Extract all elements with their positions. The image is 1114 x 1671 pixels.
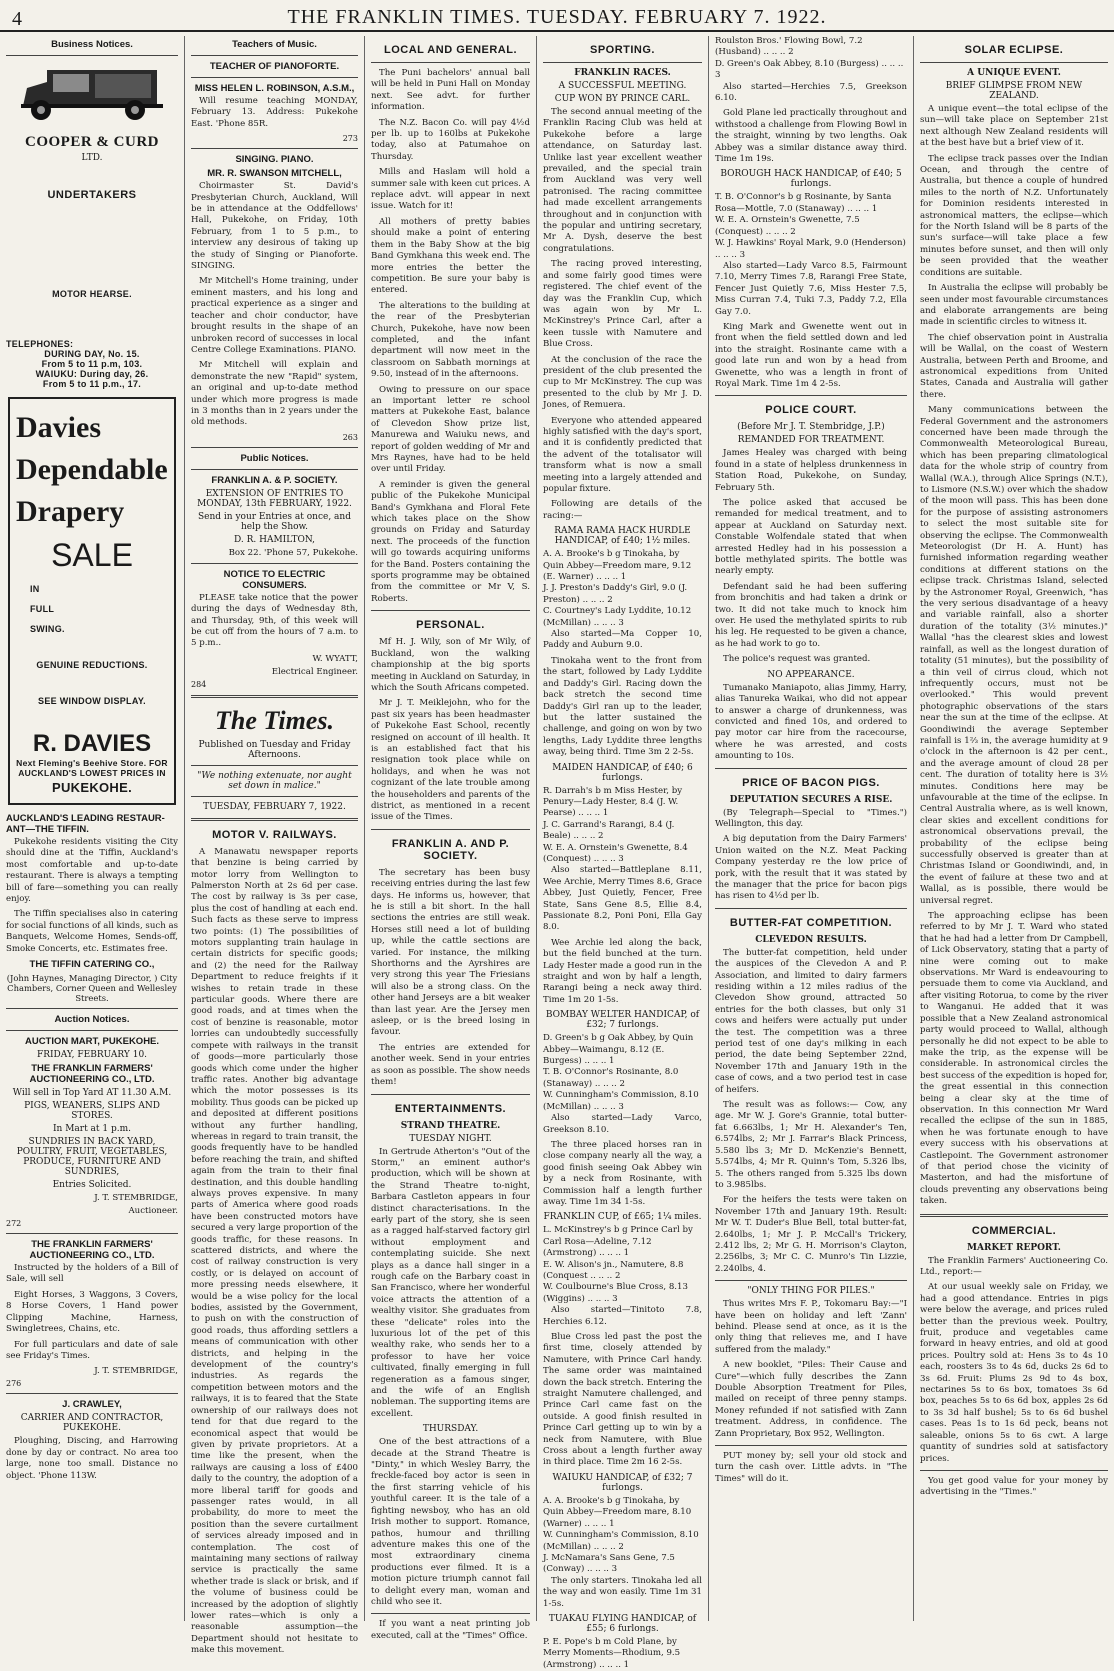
divider: [191, 469, 358, 470]
ap-society-para-2: The entries are extended for another week. Send in your entries as soon as possible. The show needs them!: [371, 1042, 530, 1088]
race-2-report: Wee Archie led along the back, but the field bunched at the turn. Lady Hester made a good run in the straight and won by half a length, Rarangi being a neck away third. Time 1m 20 1-5s.: [543, 937, 702, 1005]
divider: [715, 768, 907, 769]
race-2-second: J. C. Garrand's Rarangi, 8.4 (J. Beale) .. .. .. 2: [543, 819, 675, 842]
business-notices-heading: Business Notices.: [51, 39, 133, 50]
farmers-company: THE FRANKLIN FARMERS' AUCTIONEERING CO., LTD.: [29, 1063, 155, 1086]
divider: [920, 1470, 1108, 1471]
robinson-text: Will resume teaching MONDAY, February 13. Address: Pukekohe East. 'Phone 85R.: [191, 96, 358, 129]
race-4-second: E. W. Alison's jn., Namutere, 8.8 (Conquest .. .. .. 2: [543, 1259, 684, 1281]
butterfat-para-3: For the heifers the tests were taken on November 17th and January 19th. Result: Mr W. T. Duder's Blue Bell, total butter-fat, 2.640lbs, 1; Mr J. P. McCall's Trickery, 2.412 lbs, 2; Mr G. H. Morrison's Clayton, 2.256lbs, 3; Mr C. C. Munro's Tin Lizzie, 2.240lbs, 4.: [715, 1195, 907, 1274]
race-2-title: MAIDEN HANDICAP, of £40; 6 furlongs.: [552, 762, 693, 783]
races-para-4: Everyone who attended appeared highly satisfied with the day's sport, and it is confidently predicted that the advent of the totalisator will transform what is now a small meeting into a largely attended and popular fixture.: [543, 415, 702, 494]
page-number: 4: [12, 8, 22, 30]
race-4-third: W. Coulbourne's Blue Cross, 8.13 (Wiggins) .. .. .. 3: [543, 1282, 688, 1304]
police-para-2: The police asked that accused be remanded for medical treatment, and to appear at Auckland on Saturday next. Constable Wolfendale stated that when arrested Hedley had in his possession a bottle methylated spirits. The bottle was nearly empty.: [715, 498, 907, 577]
solar-eclipse-heading: SOLAR ECLIPSE.: [964, 44, 1064, 56]
race-5-second: W. Cunningham's Commission, 8.10 (McMillan) .. .. .. 2: [543, 1530, 699, 1552]
davies-swing: SWING.: [30, 624, 65, 634]
column-sporting: [537, 36, 709, 1670]
race-6-report: Gold Plane led practically throughout and withstood a challenge from Flowing Bowl in the straight, winning by two lengths. Oak Abbey was a similar distance away third. Time 1m 19s.: [715, 108, 908, 165]
market-report-subheading: MARKET REPORT.: [967, 1242, 1061, 1253]
market-para-2: At our usual weekly sale on Friday, we had a good attendance. Entries in pigs were below the average, and prices ruled better than the previous week. Poultry, fruit, produce and vegetables came forward in heavy entries, and old at good prices. Poultry sold at: Hens 3s to 4s 10 each, roosters 3s to 4s 6d, ducks 2s 6d to 3s 6d. Fruit: Plums 2s 9d to 4s box, nectarines 5s to 6s box, tomatoes 3s 6d box, peaches 5s to 6s 6d box, apples 2s 6d to 3s 3d half bushel; 5s to 6s 6d bushel cases. Peas 1s to 1s 6d peck, beans not saleable, onions 5s to 6s cwt. A large quantity of sundries sold at satisfactory prices.: [920, 1282, 1108, 1464]
local-item-1: The Puni bachelors' annual ball will be held in Puni Hall on Monday next. See advt. for further information.: [371, 68, 530, 113]
divider: [543, 62, 702, 63]
rdavies-name: R. DAVIES: [32, 730, 152, 757]
undertakers-label: UNDERTAKERS: [47, 189, 137, 201]
divider: [371, 829, 530, 830]
column-business-notices: [0, 36, 185, 1621]
column-local-general: [365, 36, 537, 1641]
notice-number-263: 263: [342, 432, 358, 442]
notice-number-276: 276: [6, 1379, 22, 1389]
divider: [715, 395, 907, 396]
ap-society-heading: FRANKLIN A. AND P. SOCIETY.: [391, 837, 510, 862]
race-3-title: BOMBAY WELTER HANDICAP, of £32; 7 furlongs.: [545, 1010, 700, 1031]
local-item-6: Owing to pressure on our space an important letter re school matters at Pukekohe East, balance of Clevedon Show prize list, Manurewa and Waiuku news, and report of golden wedding of Mr and Mrs Raynes, have had to be held over until Friday.: [371, 384, 530, 475]
davies-window-display: SEE WINDOW DISPLAY.: [38, 696, 146, 706]
race-1-report: Tinokaha went to the front from the start, followed by Lady Lyddite and Daddy's Girl. Racing down the back stretch the second time Daddy's Girl ran up to the leader, but the latter sustained the challenge, and going on won by two lengths, Lady Lyddite three lengths away, being third. Time 3m 2 2-5s.: [543, 655, 702, 758]
race-1-third: C. Courtney's Lady Lyddite, 10.12 (McMillan) .. .. .. 3: [543, 606, 692, 628]
race-1-second: J. J. Preston's Daddy's Girl, 9.0 (J. Preston) .. .. .. 2: [543, 583, 688, 605]
race-6-title: TUAKAU FLYING HANDICAP, of £55; 6 furlongs.: [548, 1613, 697, 1634]
divider: [715, 1445, 907, 1446]
races-para-3: At the conclusion of the race the president of the club presented the cup to Mr McKinstrey. The cup was presented to the club by Mr J. D. Jones, of Remuera.: [543, 354, 702, 411]
notice-number-272: 272: [6, 1219, 22, 1229]
phone-day: DURING DAY, No. 15.: [44, 349, 140, 359]
rdavies-subline: Next Fleming's Beehive Store. FOR AUCKLAND'S LOWEST PRICES IN: [16, 758, 168, 778]
tiffin-paragraph-2: The Tiffin specialises also in catering for social functions of all kinds, such as Banquets, Welcome Homes, Sends-off, Smoke Concerts, etc. Estimates free.: [6, 909, 178, 954]
ap-society-para-1: The secretary has been busy receiving entries during the last few days. He informs us, however, that he is still a bit short. In the hall sections the entries are still weak. Horses still need a lot of building up, while the cattle sections are varied. For instance, the milking Shorthorns and the Ayrshires are very strong this year The Friesians will also be a strong class. On the other hand Jerseys are a bit weaker than last year. Are the Jersey men asleep, or is the breed losing in favour.: [371, 867, 530, 1038]
cooper-curd-name: COOPER & CURD: [25, 134, 159, 150]
piles-para-2: A new booklet, "Piles: Their Cause and Cure"—which fully describes the Zann Double Absorption Treatment for Piles, mailed on receipt of three penny stamps. Money refunded if not satisfied with Zann treatment. Address, in confidence. The Zann Proprietary, Box 952, Wellington.: [715, 1360, 907, 1439]
race-3-also-started: Also started—Lady Varco, Greekson 8.10.: [543, 1113, 702, 1135]
divider: [191, 447, 358, 448]
race-6-also-started: Also started—Herchies 7.5, Greekson 6.10.: [715, 81, 907, 104]
race-5-first: A. A. Brooke's b g Tinokaha, by Quin Abbey—Freedom mare, 8.10 (Warner) .. .. .. 1: [543, 1495, 692, 1529]
mitchell-paragraph-1: Choirmaster St. David's Presbyterian Church, Auckland, Will be in attendance at the Oddfellows' Hall, Pukekohe, on Friday, 10th February, from 1 to 5 p.m., to interview any desirous of taking up the study of Singing or Pianoforte. SINGING.: [191, 181, 358, 272]
police-para-4: The police's request was granted.: [723, 654, 871, 665]
pigs-line: PIGS, WEANERS, SLIPS AND STORES.: [24, 1101, 160, 1122]
divider: [191, 77, 358, 78]
divider: [191, 818, 358, 821]
singing-piano-label: SINGING. PIANO.: [235, 154, 314, 166]
printing-advert: If you want a neat printing job executed, call at the "Times" Office.: [371, 1619, 530, 1641]
music-teachers-heading: Teachers of Music.: [232, 39, 317, 50]
ap-society-title: FRANKLIN A. & P. SOCIETY.: [211, 474, 338, 486]
tiffin-paragraph-1: Pukekohe residents visiting the City should dine at the Tiffin, Auckland's most comfortable and up-to-date restaurant. There is always a tempting bill of fare—something you can really enjoy.: [6, 837, 178, 905]
successful-meeting: A SUCCESSFUL MEETING.: [558, 81, 687, 91]
will-sell-line: Will sell in Top Yard AT 11.30 A.M.: [12, 1088, 172, 1099]
deputation-subheading: DEPUTATION SECURES A RISE.: [729, 794, 893, 805]
entertainments-heading: ENTERTAINMENTS.: [394, 1102, 507, 1115]
race-3-first: D. Green's b g Oak Abbey, by Quin Abbey—Waimangu, 8.12 (E. Burgess) .. .. .. 1: [543, 1033, 694, 1067]
tuesday-night-label: TUESDAY NIGHT.: [409, 1133, 492, 1144]
hearse-truck-illustration: [17, 62, 167, 124]
personal-item-2: Mr J. T. Meiklejohn, who for the past six years has been headmaster of Pukekohe East School, recently resigned on account of ill health. It is an established fact that his resignation took place while on holidays, and when he was not cognizant of the late trouble among the householders and parents of the district, as mentioned in a recent issue of the Times.: [371, 698, 530, 823]
personal-heading: PERSONAL.: [416, 619, 485, 632]
borough-also-started: Also started—Lady Varco 8.5, Fairmount 7.10, Merry Times 7.8, Rarangi Free State, Fencer Just Quietly 7.6, Miss Hester 7.5, Miss Curran 7.4, Tuki 7.3, Paddy 7.2, Ella Gay 7.0.: [715, 260, 907, 317]
bacon-para-2: A big deputation from the Dairy Farmers' Union waited on the N.Z. Meat Packing Company yesterday re the low price of pork, with the result that it was stated by the manager that the price for bacon pigs has risen to 4½d per lb.: [715, 834, 907, 902]
race-6-first: P. E. Pope's b m Cold Plane, by Merry Moments—Rhodium, 9.5 (Armstrong) .. .. .. 1: [543, 1636, 681, 1670]
mitchell-paragraph-3: Mr Mitchell will explain and demonstrate the new "Rapid" system, an original and up-to-date method under which more progress is made in 3 months than in 2 years under the old methods.: [191, 360, 358, 428]
races-para-1: The second annual meeting of the Franklin Racing Club was held at Pukekohe before a large attendance, on Saturday last. Unlike last year excellent weather prevailed, and the special train from Auckland was very well patronised. The racing committee had made excellent arrangements throughout and in conjunction with the popular and untiring secretary, Mr A. Dysh, deserve the best congratulations.: [543, 107, 702, 254]
borough-third: W. J. Hawkins' Royal Mark, 9.0 (Henderson) .. .. .. 3: [715, 238, 906, 260]
crawley-occupation: CARRIER AND CONTRACTOR, PUKEKOHE.: [20, 1413, 164, 1434]
race-5-title: WAIUKU HANDICAP, of £32; 7 furlongs.: [552, 1472, 693, 1493]
race-4-title: FRANKLIN CUP, of £65; 1¼ miles.: [543, 1212, 702, 1223]
butterfat-para-1: The butter-fat competition, held under the auspices of the Clevedon A and P. Association, and limited to dairy farmers residing within a 12 miles radius of the Clevedon Show ground, attracted 50 entries for the both classes, but only 31 cows and heifers were actually put under the test. The competition was a three period test of one day's milking in each period, the date being September 22nd, November 17th and January 19th in the case of cows, and a two period test in case of heifers.: [715, 947, 907, 1095]
electric-notice-heading: NOTICE TO ELECTRIC CONSUMERS.: [223, 568, 326, 591]
divider: [191, 796, 358, 797]
race-2-also-started: Also started—Battleplane 8.11, Wee Archie, Merry Times 8.6, Grace Abbey, Just Quietly, Fencer, Free State, Sans Gene 8.5, Ellie 8.4, Passionate 8.2, Poni Poni, Ella Gay 8.0.: [543, 865, 702, 933]
bill-of-sale-text: Instructed by the holders of a Bill of Sale, will sell: [6, 1263, 178, 1285]
piles-heading: "ONLY THING FOR PILES.": [747, 1286, 875, 1297]
sporting-heading: SPORTING.: [589, 44, 655, 56]
races-para-2: The racing proved interesting, and some fairly good times were registered. The chief event of the day was the Franklin Cup, which was again won by Mr L. McKinstrey's Prince Carl, after a keen tussle with Namutere and Blue Cross.: [543, 259, 702, 350]
local-item-7: A reminder is given the general public of the Pukekohe Municipal Band's Gymkhana and Floral Fete which takes place on the Show grounds on Friday and Saturday next. The proceeds of the function will go towards acquiring uniforms for the Band. Posters containing the sports programme may be obtained from the committee or Mr V, S. Roberts.: [371, 479, 530, 604]
in-mart-line: In Mart at 1 p.m.: [52, 1124, 132, 1135]
tiffin-company: THE TIFFIN CATERING CO.,: [29, 959, 155, 971]
mitchell-paragraph-2: Mr Mitchell's Home training, under eminent masters, and his long and practical experience as a singer and teacher and choir conductor, have brought results in the shape of an unbroken record of successes in local Centre College Examinations. PIANO.: [191, 276, 358, 355]
column-music-public-notices: [185, 36, 365, 1656]
strand-theatre-heading: STRAND THEATRE.: [400, 1120, 501, 1131]
personal-item-1: Mf H. J. Wily, son of Mr Wily, of Buckland, won the walking championship at the big sports meeting in Auckland on Saturday, in which the South Africans competed.: [371, 637, 530, 693]
race-5-third: J. McNamara's Sans Gene, 7.5 (Conway) .. .. .. 3: [543, 1552, 675, 1575]
eclipse-para-4: The chief observation point in Australia will be Wallal, on the coast of Western Australia, between Perth and Broome, and astronomical expeditions from United States, Canada and Australia will gather there.: [920, 332, 1108, 400]
unique-event-subheading: A UNIQUE EVENT.: [967, 68, 1061, 78]
public-notices-heading: Public Notices.: [240, 452, 309, 464]
auction-notices-heading: Auction Notices.: [54, 1014, 130, 1026]
eclipse-para-2: The eclipse track passes over the Indian Ocean, and through the centre of Australia, but thence a couple of hundred miles to the north of N.Z. Unfortunately for Dominion residents interested in astronomical matters, the eclipse—which for the North Island will be 8 parts of the sun's surface—will take place a few minutes before sunset, and then will only be seen provided that the weather conditions are suitable.: [920, 153, 1108, 278]
divider: [371, 62, 530, 63]
tiffin-heading: AUCKLAND'S LEADING RESTAUR-ANT—THE TIFFIN.: [6, 813, 165, 835]
race-3-third: W. Cunningham's Commission, 8.10 (McMillan) .. .. .. 3: [543, 1090, 699, 1112]
davies-in: IN: [30, 584, 40, 594]
divider: [6, 55, 178, 56]
pianoforte-heading: TEACHER OF PIANOFORTE.: [209, 61, 340, 72]
police-para-5: Tumanako Maniapoto, alias Jimmy, Harry, alias Tanureka Waikai, who did not appear to answer a charge of drunkenness, was convicted and fined 10s, and ordered to pay motor car hire from the racecourse, where he was arrested, and costs amounting to 10s.: [715, 682, 907, 762]
issue-dateline: TUESDAY, FEBRUARY 7, 1922.: [203, 801, 346, 812]
police-para-1: James Healey was charged with being found in a state of helpless drunkenness in Station Road, Pukekohe, on Sunday, February 5th.: [715, 448, 907, 493]
eclipse-para-3: In Australia the eclipse will probably be seen under most favourable circumstances and elaborate arrangements are being made in scientific circles to witness it.: [920, 283, 1108, 328]
davies-line-1: Davies: [16, 411, 101, 444]
divider: [6, 1008, 178, 1009]
wyatt-title: Electrical Engineer.: [271, 666, 358, 677]
wyatt-name: W. WYATT,: [312, 653, 358, 664]
auctioneer-label: Auctioneer.: [128, 1206, 178, 1217]
race-1-title: RAMA RAMA HACK HURDLE HANDICAP, of £40; 1½ miles.: [554, 526, 691, 547]
race-3-report: The three placed horses ran in close company nearly all the way, a good finish seeing Oak Abbey win by a neck from Rosinante, with Commission half a length further away. Time 1m 34 1-5s.: [543, 1139, 702, 1207]
local-item-3: Mills and Haslam will hold a summer sale with keen cut prices. A replace advt. will appear in next issue. Watch for it!: [371, 167, 530, 212]
divider: [191, 695, 358, 698]
motor-hearse-label: MOTOR HEARSE.: [52, 289, 132, 299]
stembridge-signature-2: J. T. STEMBRIDGE,: [94, 1366, 178, 1377]
put-money-advert: PUT money by; sell your old stock and turn the cash over. Little advts. in "The Times" will do it.: [715, 1451, 907, 1484]
sundries-line: SUNDRIES IN BACK YARD, POULTRY, FRUIT, VEGETABLES, PRODUCE, FURNITURE AND SUNDRIES,: [16, 1137, 168, 1178]
notice-number-284: 284: [191, 679, 207, 689]
newspaper-title: THE FRANKLIN TIMES. TUESDAY. FEBRUARY 7. 1922.: [287, 6, 827, 28]
column-solar-eclipse: [914, 36, 1114, 1621]
cup-winner-line: CUP WON BY PRINCE CARL.: [554, 94, 691, 104]
davies-full: FULL: [30, 604, 55, 614]
crawley-services: Ploughing, Discing, and Harrowing done by day or contract. No area too large, none too small. Distance no object. 'Phone 113W.: [6, 1436, 178, 1481]
send-entries-text: Send in your Entries at once, and help the Show.: [198, 511, 351, 532]
borough-hack-title: BOROUGH HACK HANDICAP, of £40; 5 furlongs.: [720, 169, 902, 190]
newspaper-motto: "We nothing extenuate, nor aught set down in malice.": [197, 770, 352, 791]
horses-list: Eight Horses, 3 Waggons, 3 Covers, 8 Horse Covers, 1 Hand power Clipping Machine, Harness, Swingletrees, Chains, etc.: [6, 1289, 178, 1335]
eclipse-para-5: Many communications between the Federal Government and the astronomers concerned have been made through the Commonwealth Meteorological Bureau, which has been preparing climatological data for the whole strip of country from Wallal (W.A.), through Alice Springs (N.T.), to Lismore (N.S.W.) over which the shadow of the moon will pass. This has been done for the purpose of assisting astronomers to select the most suitable site for observing the eclipse. The Commonwealth Meteorologist (Dr H. A. Hunt) has furnished information regarding weather conditions at different stations on the eclipse track. Christmas Island, selected by the Astronomer Royal, Greenwich, "has the very serious disadvantage of a heavy and variable rainfall, also a shorter duration of the totality (3½ minutes.)" Wallal "has the clearest skies and lowest rainfall, as well as the longest duration of totality (51 minutes), but the possibility of a thin veil of cirrus cloud, which not infrequently occurs, must not be overlooked." This would prevent photographic observations of the stars near the sun at the time of the eclipse. At Goondiwindi the average September rainfall is 1⅔ in, the average humidity at 9 o'clock in the afternoon is 42 per cent., and the average amount of cloud 28 per cent. The duration of totality here is 3½ minutes. Conditions here may be unfavourable at the time of the eclipse. In Central Australia where, as is well known, clear skies and excellent conditions for astronomical observations prevail, the probability of the eclipse being successfully observed is greater than at Christmas Island or Goondiwindi, and, in the event of failure at these two and at Wallal, as is possible, there would be universal regret.: [920, 405, 1108, 906]
butterfat-para-2: The result was as follows:— Cow, any age. Mr W. J. Gore's Grannie, total butter-fat 6.663lbs, 1; Mr H. Alexander's Ten, 6.574lbs, 2; Mr J. Farrar's Black Princess, 5.580 lbs 3; Mr D. McKenzie's Bennett, 5.574lbs, 4; Mr R. Quinn's Tom, 5.326 lbs, 5. The others ranged from 5.325 lbs down to 3.985lbs.: [715, 1100, 907, 1190]
divider: [191, 765, 358, 766]
race-1-first: A. A. Brooke's b g Tinokaha, by Quin Abbey—Freedom mare, 9.12 (E. Warner) .. .. .. 1: [543, 549, 692, 583]
divider: [920, 62, 1108, 63]
crawley-name: J. CRAWLEY,: [62, 1399, 122, 1411]
motor-railways-article: A Manawatu newspaper reports that benzine is being carried by motor lorry from Wellington to Palmerston North at 2s 6d per case. The cost by railway is 3s per case, plus the cost of handling at each end. Such facts as these serve to impress two points: (1) The possibilities of motors supplanting train haulage in certain districts for specific goods; and (2) the need for the Railway Department to reduce freights if it wishes to retain trade in these particular goods. Where there are good roads, and at times when the cost of benzine is reasonable, motor lorries can undoubtedly successfully compete with railways in the transit of goods—more particularly those goods which come under the higher traffic rates. Another big advantage which the motor possesses is its mobility. Thus goods can be picked up and deposited at different positions without any further handling, whereas in regard to train transit, the goods frequently have to be handled before reaching the train, and shifted again from the train to their final destination, and this double handling always proves expensive. In many parts of America where good roads have been constructed motors have secured a very large proportion of the goods traffic, for these reasons. In scattered districts, and where the cost of railway construction is very costly, or is delayed on account of more pressing needs elsewhere, it would be a wise policy for the local bodies, assisted by the Government, to push on with the construction of good roads, thus affording settlers a means of communication with other districts, and helping in the development of the country's industries. As regards the competition between motors and the railways, it is to feared that the State ownership of our railways does not tend for that due regard to the economical aspect that would be given by private proprietors. At a time like the present, when the railways are causing a loss of £400 daily to the country, the adoption of a more liberal tariff for goods and passenger rates would, in all probability, do more to meet the position than the severe curtailment of services already imposed and in contemplation. The cost of maintaining many sections of railway service is practically the same whether trade is slack or brisk, and if the volume of business could be increased by the adoption of slightly lower rates—which is only a reasonable assumption—the Department should not hesitate to make this movement.: [191, 846, 358, 1656]
published-line: Published on Tuesday and Friday Afternoons.: [198, 739, 351, 760]
local-item-2: The N.Z. Bacon Co. will pay 4½d per lb. up to 160lbs at Pukekohe today, also at Patumahoe on Thursday.: [371, 117, 530, 162]
davies-reductions: GENUINE REDUCTIONS.: [36, 660, 148, 670]
entries-solicited: Entries Solicited.: [52, 1180, 132, 1191]
eclipse-para-1: A unique event—the total eclipse of the sun—will take place on September 21st next although New Zealand residents will at the best have but a brief view of it.: [920, 104, 1108, 149]
davies-line-3: Drapery: [16, 495, 125, 528]
notice-number-273: 273: [342, 134, 358, 144]
police-court-heading: POLICE COURT.: [765, 404, 857, 417]
phone-evening: From 5 to 11 p.m, 103.: [41, 359, 143, 369]
market-para-1: The Franklin Farmers' Auctioneering Co. Ltd., report:—: [920, 1255, 1108, 1277]
farmers-company-2: THE FRANKLIN FARMERS' AUCTIONEERING CO., LTD.: [29, 1239, 155, 1262]
no-appearance-heading: NO APPEARANCE.: [767, 669, 855, 680]
eclipse-para-6: The approaching eclipse has been referred to by Mr J. T. Ward who stated that he had had a letter from Dr Campbell, of Lick Observatory, stating that a party of nine were coming out to make observations. Mr Ward is endeavouring to persuade them to come via Auckland, and after visiting Rotorua, to come by the river to Wanganui. He added that it was possible that a New Zealand astronomical party would proceed to Wallal, although personally he did not expect to be able to make the trip, as the expense will be considerable. In astronomical circles the best success of the expedition is hoped for, the great essential in this connection being a clear sky at the time of observation. In this connection Mr Ward recalled the eclipse of the sun in 1885, when he was fortunate enough to have every success with his observations at Castlepoint. The Government astronomer of that period chose the vicinity of Masterton, and had the misfortune of clouds preventing any observations being taken.: [920, 911, 1108, 1207]
divider: [6, 1030, 178, 1031]
borough-report: King Mark and Gwenette went out in front when the field settled down and led into the straight. Rosinante came with a good late run and won by a head from Gwenette, who was a length in front of Royal Mark. Time 1m 4 2-5s.: [715, 321, 907, 389]
local-item-5: The alterations to the building at the rear of the Presbyterian Church, Pukekohe, have now been completed, and the infant department will now meet in the classroom on Sabbath mornings at 9.50, instead of in the afternoons.: [371, 300, 530, 380]
particulars-text: For full particulars and date of sale see Friday's Times.: [6, 1339, 178, 1361]
extension-text: EXTENSION OF ENTRIES TO MONDAY, 13th FEBRUARY, 1922.: [197, 488, 352, 509]
borough-second: W. E. A. Ornstein's Gwenette, 7.5 (Conquest) .. .. .. 2: [715, 215, 860, 237]
clevedon-results: CLEVEDON RESULTS.: [755, 934, 867, 945]
race-2-third: W. E. A. Ornstein's Gwenette, 8.4 (Conquest) .. .. .. 3: [543, 842, 688, 864]
tiffin-address: (John Haynes, Managing Director, ) City Chambers, Corner Queen and Wellesley Streets.: [6, 973, 178, 1004]
race-3-second: T. B. O'Connor's Rosinante, 8.0 (Stanaway) .. .. .. 2: [543, 1067, 679, 1089]
divider: [6, 1393, 178, 1394]
race-6-second: Roulston Bros.' Flowing Bowl, 7.2 (Husband) .. .. .. 2: [715, 36, 863, 58]
divider: [715, 908, 907, 909]
race-4-also-started: Also started—Tinitoto 7.8, Herchies 6.12.: [543, 1305, 702, 1327]
hamilton-name: D. R. HAMILTON,: [233, 534, 316, 545]
robinson-name: MISS HELEN L. ROBINSON, A.S.M.,: [194, 83, 355, 94]
stembridge-signature: J. T. STEMBRIDGE,: [94, 1193, 178, 1204]
commercial-heading: COMMERCIAL.: [971, 1224, 1057, 1237]
divider: [371, 1613, 530, 1614]
borough-first: T. B. O'Connor's b g Rosinante, by Santa Rosa—Mottle, 7.0 (Stanaway) .. .. .. 1: [715, 192, 892, 214]
waiuku-phone-day: WAIUKU: During day, 26.: [35, 369, 149, 379]
franklin-races-heading: FRANKLIN RACES.: [574, 68, 671, 78]
mitchell-name: MR. R. SWANSON MITCHELL,: [207, 168, 342, 180]
races-para-5: Following are details of the racing:—: [543, 499, 702, 521]
hamilton-box: Box 22. 'Phone 57, Pukekohe.: [228, 547, 358, 558]
waiuku-phone-evening: From 5 to 11 p.m., 17.: [42, 379, 142, 389]
divider: [191, 148, 358, 149]
divider: [920, 1214, 1108, 1217]
divider: [371, 610, 530, 611]
electric-notice-text: PLEASE take notice that the power during the days of Wednesday 8th, and Thursday, 9th, of this week will be cut off from the hours of 7 a.m. to 5 p.m..: [191, 592, 358, 649]
motor-railways-heading: MOTOR V. RAILWAYS.: [212, 828, 337, 841]
auction-mart-title: AUCTION MART, PUKEKOHE.: [24, 1036, 160, 1048]
davies-sale: SALE: [51, 537, 133, 573]
strand-tuesday-review: In Gertrude Atherton's "Out of the Storm," an eminent author's production, which will be shown at the Strand Theatre to-night, Barbara Castleton appears in four distinct characterisations. In the early part of the story, she is seen as a ragged half-starved factory girl without employment and contemplating suicide. She next plays as a dance hall singer in a rough cafe on the Barbary coast in San Francisco, where her wonderful voice attracts the attention of a wealthy visitor. She graduates from these "delicate" roles into the luxurious lot of the pet of this wealthy rake, who sends her to a professor to have her voice cultivated, finally emerging in full regeneration as a famous singer, and the wife of an English nobleman. The supporting items are excellent.: [371, 1146, 531, 1419]
race-2-first: R. Darrah's b m Miss Hester, by Penury—Lady Hester, 8.4 (J. W. Pearse) .. .. .. 1: [543, 785, 683, 819]
race-5-report: The only starters. Tinokaha led all the way and won easily. Time 1m 31 1-5s.: [543, 1575, 702, 1609]
auction-date: FRIDAY, FEBRUARY 10.: [36, 1050, 148, 1061]
brief-glimpse-line: BRIEF GLIMPSE FROM NEW ZEALAND.: [945, 81, 1083, 101]
remanded-heading: REMANDED FOR TREATMENT.: [737, 435, 885, 446]
local-general-heading: LOCAL AND GENERAL.: [383, 44, 518, 56]
local-item-4: All mothers of pretty babies should make a point of entering them in the Baby Show at the big Band Gymkhana this week end. The more entries the better the competition. Be sure your baby is entered.: [371, 216, 530, 296]
davies-drapery-advert: [8, 397, 176, 805]
bacon-pigs-heading: PRICE OF BACON PIGS.: [742, 776, 880, 789]
strand-thursday-review: One of the best attractions of a decade at the Strand Theatre is "Dinty," in which Wesley Barry, the freckle-faced boy actor is seen in the first starring vehicle of his youthful career. It is the tale of a fighting newsboy, who has an old Irish mother to support. Romance, pathos, humour and thrilling adventure makes this one of the most extraordinary cinema productions ever filmed. It is a motion picture triumph cannot fail to delight every man, woman and child who see it.: [371, 1437, 530, 1607]
advertising-value-line: You get good value for your money by advertising in the "Times.": [920, 1475, 1108, 1498]
butterfat-heading: BUTTER-FAT COMPETITION.: [729, 916, 893, 929]
piles-para-1: Thus writes Mrs F. P., Tokomaru Bay:—"I have been on holiday and left 'Zann' behind. Please send at once, as it is the only thing that relieves me, and I have suffered from the malady.": [715, 1299, 907, 1355]
masthead: [0, 0, 1114, 32]
divider: [371, 1094, 530, 1095]
race-6-third: D. Green's Oak Abbey, 8.10 (Burgess) .. .. .. 3: [715, 58, 904, 81]
before-magistrate: (Before Mr J. T. Stembridge, J.P.): [737, 422, 885, 433]
race-1-also-started: Also started—Ma Copper 10, Paddy and Auburn 9.0.: [543, 629, 702, 651]
divider: [6, 1233, 178, 1234]
police-para-3: Defendant said he had been suffering from bronchitis and had taken a drink or two. It did not take much to knock him over. He used the methylated spirits to rub his leg. He requested to be given a chance, as he had work to go to.: [715, 581, 907, 649]
cooper-curd-ltd: LTD.: [81, 153, 103, 163]
thursday-label: THURSDAY.: [422, 1424, 479, 1435]
race-4-report: Blue Cross led past the post the first time, closely attended by Namutere, with Prince Carl handy. The same order was maintained down the back stretch. Entering the straight Namutere challenged, and Prince Carl came fast on the outside. A good finish resulted in Prince Carl getting up to win by a neck from Namutere, with Blue Cross about a length further away in third place. Time 2m 16 2-5s.: [543, 1332, 702, 1468]
the-times-logo: The Times.: [215, 705, 334, 735]
rdavies-pukekohe: PUKEKOHE.: [52, 780, 132, 795]
davies-line-2: Dependable: [16, 453, 168, 486]
divider: [715, 1280, 907, 1281]
telephones-label: TELEPHONES:: [6, 339, 74, 349]
race-4-first: L. McKinstrey's b g Prince Carl by Carl Rosa—Adeline, 7.12 (Armstrong) .. .. .. 1: [543, 1225, 693, 1259]
bacon-para-1: (By Telegraph—Special to "Times.") Wellington, this day.: [715, 807, 907, 829]
divider: [191, 55, 358, 56]
divider: [191, 563, 358, 564]
column-police-court: [709, 36, 914, 1621]
